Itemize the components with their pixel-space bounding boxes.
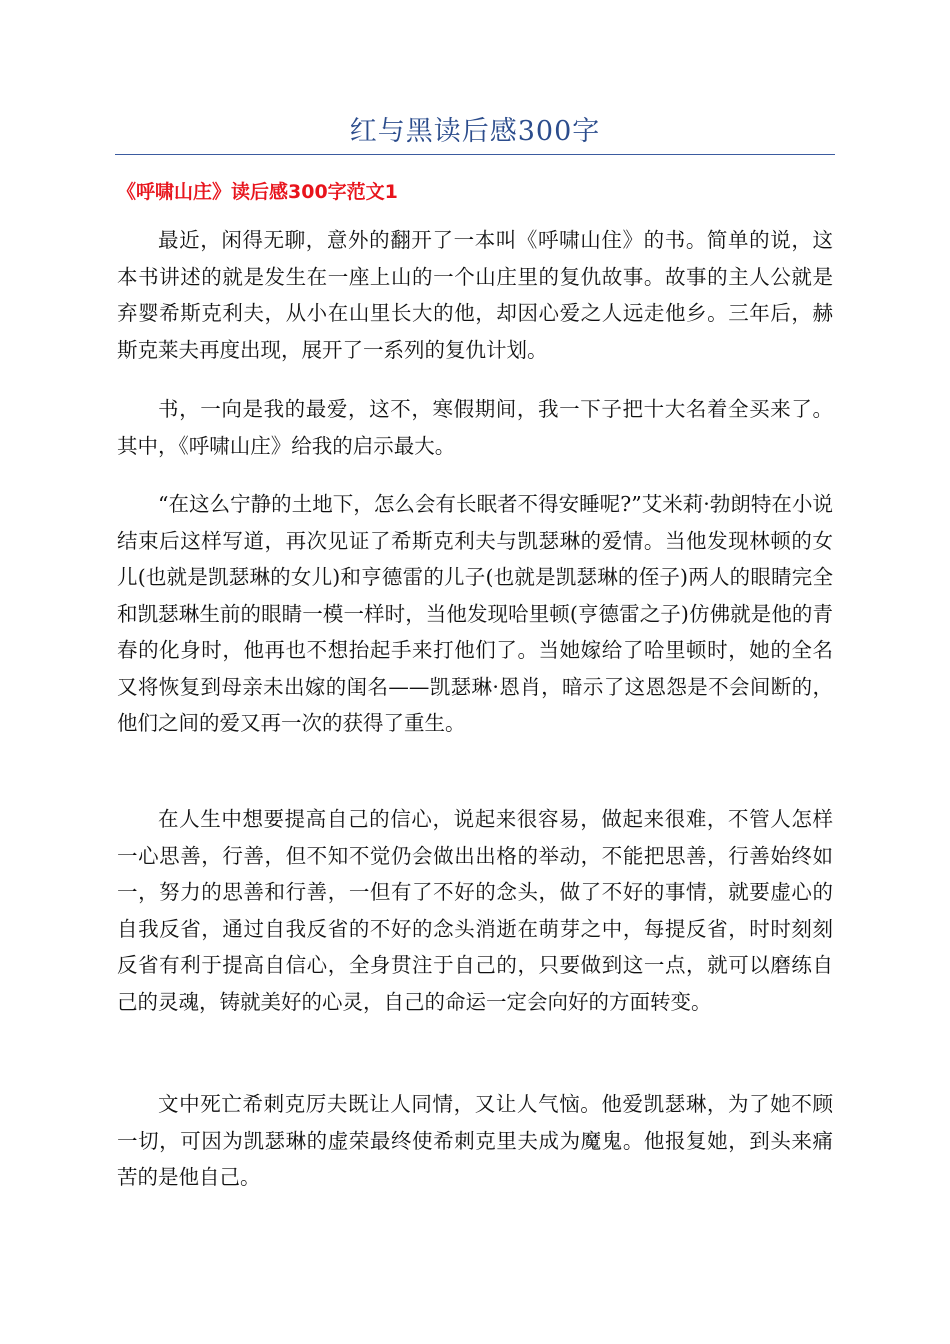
body-paragraph-3: “在这么宁静的土地下，怎么会有长眠者不得安睡呢?”艾米莉·勃朗特在小说结束后这样写道，再次见证了希斯克利夫与凯瑟琳的爱情。当他发现林顿的女儿(也就是凯瑟琳的女儿)和亨德雷的儿子(也就是凯瑟琳的侄子)两人的眼睛完全和凯瑟琳生前的眼睛一模一样时，当他发现哈里顿(亨德雷之子)仿佛就是他的青春的化身时，他再也不想抬起手来打他们了。当她嫁给了哈里顿时，她的全名又将恢复到母亲未出嫁的闺名——凯瑟琳·恩肖，暗示了这恩怨是不会间断的，他们之间的爱又再一次的获得了重生。: [117, 492, 833, 735]
body-paragraph-2: 书，一向是我的最爱，这不，寒假期间，我一下子把十大名着全买来了。其中，《呼啸山庄》给我的启示最大。: [117, 397, 833, 458]
document-title: 红与黑读后感300字: [349, 116, 601, 147]
body-paragraph-1: 最近，闲得无聊，意外的翻开了一本叫《呼啸山住》的书。简单的说，这本书讲述的就是发生在一座上山的一个山庄里的复仇故事。故事的主人公就是弃婴希斯克利夫，从小在山里长大的他，却因心爱之人远走他乡。三年后，赫斯克莱夫再度出现，展开了一系列的复仇计划。: [117, 228, 833, 362]
body-paragraph-4: 在人生中想要提高自己的信心，说起来很容易，做起来很难，不管人怎样一心思善，行善，但不知不觉仍会做出出格的举动，不能把思善，行善始终如一，努力的思善和行善，一但有了不好的念头，做了不好的事情，就要虚心的自我反省，通过自我反省的不好的念头消逝在萌芽之中，每提反省，时时刻刻反省有利于提高自信心，全身贯注于自己的，只要做到这一点，就可以磨练自己的灵魂，铸就美好的心灵，自己的命运一定会向好的方面转变。: [117, 807, 833, 1014]
section-heading: 《呼啸山庄》读后感300字范文1: [117, 181, 398, 203]
title-underline-rule: [115, 154, 835, 155]
body-paragraph-5: 文中死亡希刺克厉夫既让人同情，又让人气恼。他爱凯瑟琳，为了她不顾一切，可因为凯瑟琳的虚荣最终使希刺克里夫成为魔鬼。他报复她，到头来痛苦的是他自己。: [117, 1092, 833, 1189]
